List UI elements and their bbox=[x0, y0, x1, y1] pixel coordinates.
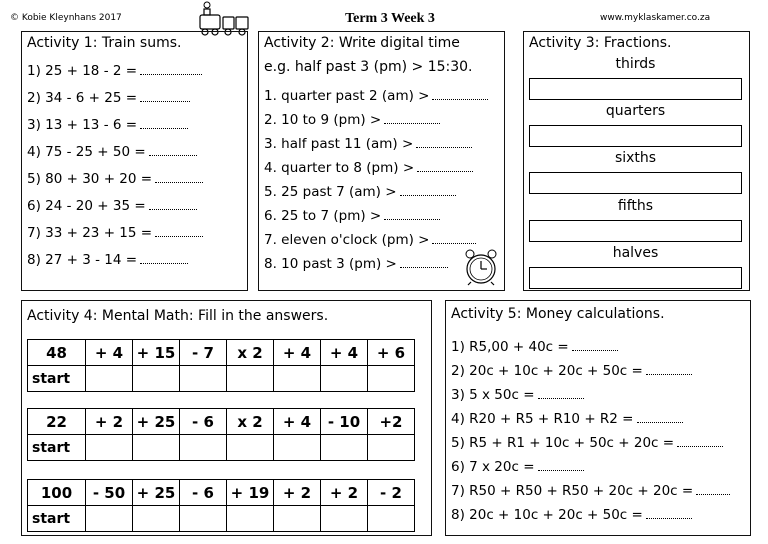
operation-cell: - 6 bbox=[180, 409, 227, 435]
answer-blank[interactable] bbox=[572, 340, 618, 351]
operation-cell: +2 bbox=[368, 409, 415, 435]
activity5-panel bbox=[445, 300, 751, 536]
activity2-title: Activity 2: Write digital time bbox=[264, 35, 460, 51]
fraction-label-fifths: fifths bbox=[617, 198, 654, 214]
answer-cell[interactable] bbox=[274, 366, 321, 392]
answer-cell[interactable] bbox=[368, 506, 415, 532]
fraction-label-thirds: thirds bbox=[615, 56, 656, 72]
activity2-item: 6. 25 to 7 (pm) > bbox=[264, 208, 440, 224]
activity1-item: 6) 24 - 20 + 35 = bbox=[27, 198, 197, 214]
answer-cell[interactable] bbox=[227, 506, 274, 532]
activity3-title: Activity 3: Fractions. bbox=[529, 35, 672, 51]
operation-cell: - 50 bbox=[86, 480, 133, 506]
activity5-item: 4) R20 + R5 + R10 + R2 = bbox=[451, 411, 683, 427]
activity2-item: 5. 25 past 7 (am) > bbox=[264, 184, 456, 200]
activity5-item: 1) R5,00 + 40c = bbox=[451, 339, 618, 355]
start-label: start bbox=[28, 506, 86, 532]
operation-cell: + 4 bbox=[274, 340, 321, 366]
answer-blank[interactable] bbox=[677, 436, 723, 447]
activity5-item: 8) 20c + 10c + 20c + 50c = bbox=[451, 507, 692, 523]
answer-blank[interactable] bbox=[140, 118, 188, 129]
answer-cell[interactable] bbox=[180, 435, 227, 461]
copyright-text: © Kobie Kleynhans 2017 bbox=[10, 13, 122, 23]
activity1-item: 8) 27 + 3 - 14 = bbox=[27, 252, 188, 268]
answer-cell[interactable] bbox=[274, 506, 321, 532]
answer-cell[interactable] bbox=[86, 506, 133, 532]
start-label: start bbox=[28, 366, 86, 392]
answer-cell[interactable] bbox=[86, 435, 133, 461]
fraction-answer-box[interactable] bbox=[529, 267, 742, 289]
fraction-label-sixths: sixths bbox=[614, 150, 657, 166]
answer-cell[interactable] bbox=[274, 435, 321, 461]
mental-math-table-3 bbox=[27, 479, 415, 532]
operation-cell: + 25 bbox=[133, 480, 180, 506]
answer-cell[interactable] bbox=[368, 435, 415, 461]
activity1-item: 4) 75 - 25 + 50 = bbox=[27, 144, 197, 160]
answer-blank[interactable] bbox=[140, 253, 188, 264]
fraction-answer-box[interactable] bbox=[529, 172, 742, 194]
answer-blank[interactable] bbox=[432, 233, 476, 244]
activity5-item: 3) 5 x 50c = bbox=[451, 387, 584, 403]
answer-cell[interactable] bbox=[227, 435, 274, 461]
operation-cell: + 6 bbox=[368, 340, 415, 366]
activity1-item: 3) 13 + 13 - 6 = bbox=[27, 117, 188, 133]
answer-blank[interactable] bbox=[155, 226, 203, 237]
operation-cell: + 2 bbox=[274, 480, 321, 506]
operation-cell: - 10 bbox=[321, 409, 368, 435]
mental-math-table-1 bbox=[27, 339, 415, 392]
operation-cell: + 15 bbox=[133, 340, 180, 366]
answer-blank[interactable] bbox=[538, 388, 584, 399]
answer-cell[interactable] bbox=[321, 366, 368, 392]
operation-cell: x 2 bbox=[227, 409, 274, 435]
activity2-example: e.g. half past 3 (pm) > 15:30. bbox=[264, 59, 473, 75]
activity4-title: Activity 4: Mental Math: Fill in the answers. bbox=[27, 308, 329, 324]
activity5-item: 5) R5 + R1 + 10c + 50c + 20c = bbox=[451, 435, 723, 451]
answer-cell[interactable] bbox=[133, 506, 180, 532]
activity3-panel bbox=[523, 31, 750, 291]
answer-cell[interactable] bbox=[180, 366, 227, 392]
activity2-item: 4. quarter to 8 (pm) > bbox=[264, 160, 473, 176]
activity5-item: 6) 7 x 20c = bbox=[451, 459, 584, 475]
operation-cell: + 4 bbox=[321, 340, 368, 366]
activity5-title: Activity 5: Money calculations. bbox=[451, 306, 665, 322]
answer-blank[interactable] bbox=[400, 185, 456, 196]
answer-cell[interactable] bbox=[86, 366, 133, 392]
start-label: start bbox=[28, 435, 86, 461]
website-text: www.myklaskamer.co.za bbox=[600, 13, 711, 23]
activity1-item: 5) 80 + 30 + 20 = bbox=[27, 171, 203, 187]
activity2-item: 7. eleven o'clock (pm) > bbox=[264, 232, 476, 248]
operation-cell: x 2 bbox=[227, 340, 274, 366]
fraction-answer-box[interactable] bbox=[529, 125, 742, 147]
operation-cell: + 2 bbox=[321, 480, 368, 506]
activity1-panel bbox=[21, 31, 248, 291]
fraction-label-quarters: quarters bbox=[605, 103, 666, 119]
activity2-item: 8. 10 past 3 (pm) > bbox=[264, 256, 448, 272]
activity1-item: 2) 34 - 6 + 25 = bbox=[27, 90, 190, 106]
start-number: 48 bbox=[28, 340, 86, 366]
answer-blank[interactable] bbox=[140, 64, 202, 75]
answer-blank[interactable] bbox=[637, 412, 683, 423]
answer-blank[interactable] bbox=[140, 91, 190, 102]
page-title: Term 3 Week 3 bbox=[345, 11, 435, 26]
fraction-answer-box[interactable] bbox=[529, 220, 742, 242]
start-number: 22 bbox=[28, 409, 86, 435]
answer-blank[interactable] bbox=[417, 161, 473, 172]
answer-blank[interactable] bbox=[384, 113, 440, 124]
answer-blank[interactable] bbox=[432, 89, 488, 100]
answer-cell[interactable] bbox=[227, 366, 274, 392]
activity5-item: 7) R50 + R50 + R50 + 20c + 20c = bbox=[451, 483, 730, 499]
answer-blank[interactable] bbox=[538, 460, 584, 471]
operation-cell: - 7 bbox=[180, 340, 227, 366]
start-number: 100 bbox=[28, 480, 86, 506]
activity4-panel bbox=[21, 300, 432, 536]
answer-blank[interactable] bbox=[155, 172, 203, 183]
answer-blank[interactable] bbox=[400, 257, 448, 268]
activity2-item: 3. half past 11 (am) > bbox=[264, 136, 472, 152]
answer-blank[interactable] bbox=[149, 145, 197, 156]
activity2-item: 2. 10 to 9 (pm) > bbox=[264, 112, 440, 128]
answer-blank[interactable] bbox=[149, 199, 197, 210]
activity2-item: 1. quarter past 2 (am) > bbox=[264, 88, 488, 104]
fraction-answer-box[interactable] bbox=[529, 78, 742, 100]
answer-blank[interactable] bbox=[646, 508, 692, 519]
operation-cell: + 19 bbox=[227, 480, 274, 506]
answer-blank[interactable] bbox=[696, 484, 730, 495]
operation-cell: + 2 bbox=[86, 409, 133, 435]
activity1-item: 7) 33 + 23 + 15 = bbox=[27, 225, 203, 241]
fraction-label-halves: halves bbox=[612, 245, 659, 261]
operation-cell: - 2 bbox=[368, 480, 415, 506]
answer-cell[interactable] bbox=[133, 366, 180, 392]
answer-cell[interactable] bbox=[321, 435, 368, 461]
answer-cell[interactable] bbox=[321, 506, 368, 532]
answer-blank[interactable] bbox=[416, 137, 472, 148]
activity5-item: 2) 20c + 10c + 20c + 50c = bbox=[451, 363, 692, 379]
answer-cell[interactable] bbox=[368, 366, 415, 392]
alarm-clock-icon bbox=[462, 248, 500, 286]
answer-cell[interactable] bbox=[180, 506, 227, 532]
activity1-item: 1) 25 + 18 - 2 = bbox=[27, 63, 202, 79]
operation-cell: + 4 bbox=[86, 340, 133, 366]
operation-cell: + 25 bbox=[133, 409, 180, 435]
answer-blank[interactable] bbox=[384, 209, 440, 220]
answer-cell[interactable] bbox=[133, 435, 180, 461]
operation-cell: - 6 bbox=[180, 480, 227, 506]
activity1-title: Activity 1: Train sums. bbox=[27, 35, 182, 51]
operation-cell: + 4 bbox=[274, 409, 321, 435]
answer-blank[interactable] bbox=[646, 364, 692, 375]
mental-math-table-2 bbox=[27, 408, 415, 461]
